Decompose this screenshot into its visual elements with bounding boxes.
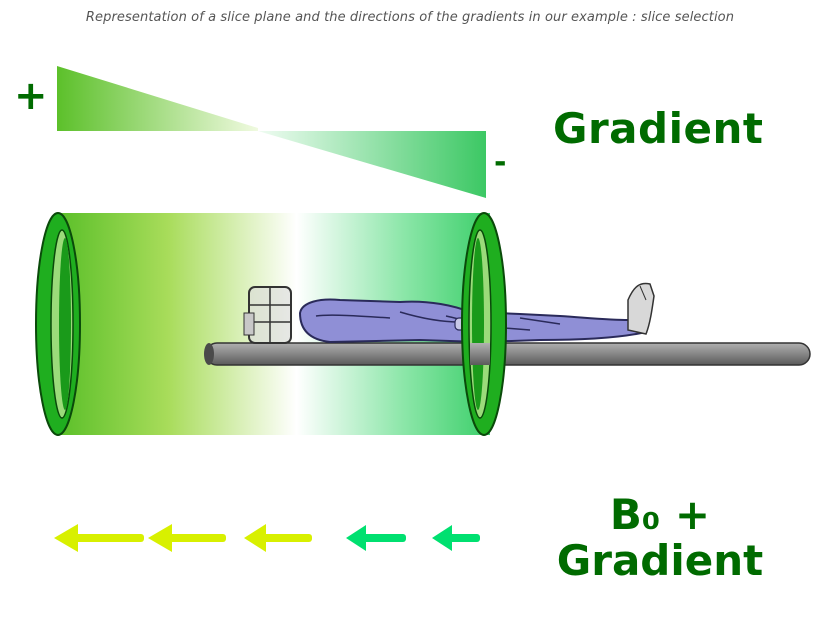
field-arrow — [54, 524, 144, 552]
field-arrows — [54, 524, 480, 552]
patient-table — [204, 343, 810, 365]
field-arrow — [244, 524, 312, 552]
field-arrow — [432, 525, 480, 551]
gradient-wedge — [57, 66, 486, 198]
head-coil — [244, 287, 291, 343]
b0-label-line1: B₀ + — [609, 490, 711, 539]
gradient-title: Gradient — [553, 104, 764, 153]
b0-label-line2: Gradient — [556, 536, 764, 586]
right-coil — [462, 213, 506, 435]
field-arrow — [148, 524, 226, 552]
gradient-minus-label: - — [494, 145, 507, 180]
left-coil — [36, 213, 80, 435]
figure-caption: Representation of a slice plane and the directions of the gradients in our example : slice selection — [85, 10, 735, 25]
b0-gradient-label — [540, 492, 780, 584]
wedge-negative-side — [258, 131, 486, 198]
field-arrow — [346, 525, 406, 551]
gradient-plus-label: + — [14, 73, 48, 119]
wedge-positive-side — [57, 66, 258, 131]
